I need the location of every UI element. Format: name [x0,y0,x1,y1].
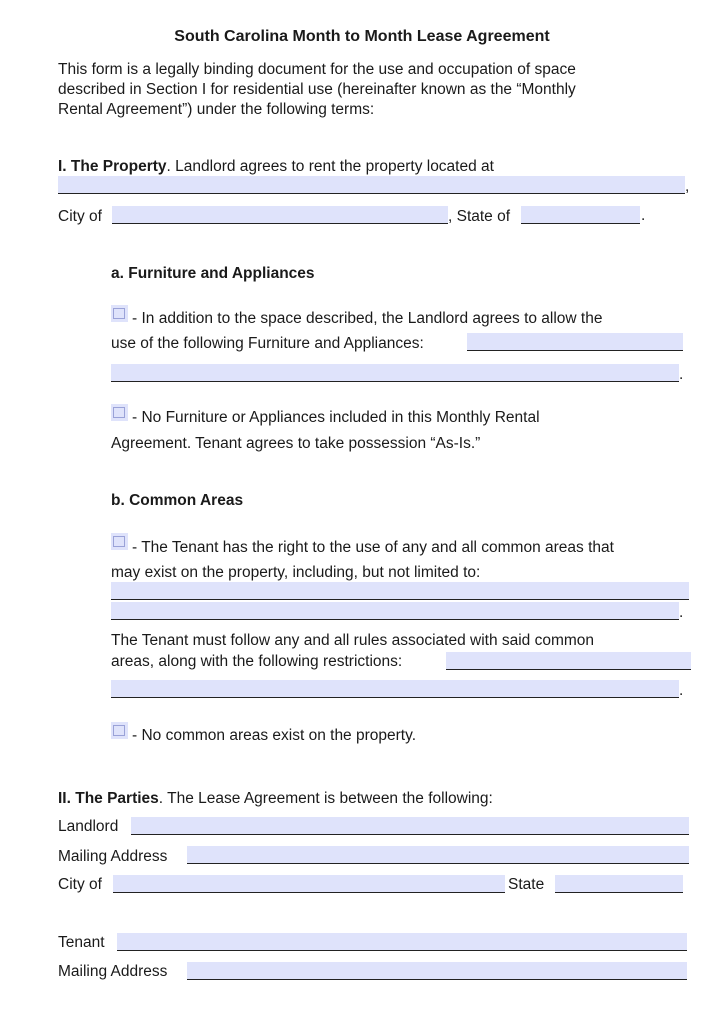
landlord-city-label: City of [58,876,102,893]
property-city-field[interactable] [112,206,448,224]
restrictions-field-2[interactable] [111,680,679,698]
common-areas-field-2[interactable] [111,602,679,620]
landlord-mailing-field[interactable] [187,846,689,864]
landlord-city-field[interactable] [113,875,505,893]
furniture-option1-line1: - In addition to the space described, the Landlord agrees to allow the [132,310,603,327]
common-areas-period: . [679,604,684,621]
parties-section [58,789,493,809]
restrictions-period: . [679,682,684,699]
common-areas-heading: b. Common Areas [111,492,244,509]
common-option1-line1: - The Tenant has the right to the use of any and all common areas that [132,539,614,556]
furniture-included-checkbox[interactable] [111,305,128,322]
property-heading: I. The Property [58,158,167,175]
landlord-mailing-label: Mailing Address [58,848,168,865]
intro-line-2: described in Section I for residential use (hereinafter known as the “Monthly [58,81,576,98]
city-label: City of [58,208,102,225]
common-areas-checkbox[interactable] [111,533,128,550]
furniture-list-field-1[interactable] [467,333,683,351]
state-label: , State of [448,208,511,225]
property-address-field[interactable] [58,176,685,194]
tenant-name-field[interactable] [117,933,687,951]
landlord-state-field[interactable] [555,875,683,893]
common-option1-line2: may exist on the property, including, but not limited to: [111,564,481,581]
common-rules-line1: The Tenant must follow any and all rules associated with said common [111,632,595,649]
state-period: . [641,207,646,224]
landlord-name-field[interactable] [131,817,689,835]
address-comma: , [685,178,690,195]
furniture-option2-line2: Agreement. Tenant agrees to take possession “As-Is.” [111,435,481,452]
no-furniture-checkbox[interactable] [111,404,128,421]
furniture-heading: a. Furniture and Appliances [111,265,315,282]
furniture-option2-line1: - No Furniture or Appliances included in this Monthly Rental [132,409,540,426]
document-title: South Carolina Month to Month Lease Agreement [174,28,550,45]
landlord-state-label: State [508,876,545,893]
intro-line-1: This form is a legally binding document for the use and occupation of space [58,61,576,78]
property-text: . Landlord agrees to rent the property located at [166,158,494,175]
furniture-option1-line2: use of the following Furniture and Appliances: [111,335,424,352]
furniture-period: . [679,366,684,383]
common-areas-field-1[interactable] [111,582,689,600]
property-section [58,157,494,177]
restrictions-field-1[interactable] [446,652,691,670]
parties-heading: II. The Parties [58,790,159,807]
property-state-field[interactable] [521,206,640,224]
no-common-areas-checkbox[interactable] [111,722,128,739]
furniture-list-field-2[interactable] [111,364,679,382]
parties-text: . The Lease Agreement is between the following: [158,790,493,807]
tenant-mailing-label: Mailing Address [58,963,168,980]
common-option2: - No common areas exist on the property. [132,727,417,744]
tenant-mailing-field[interactable] [187,962,687,980]
landlord-label: Landlord [58,818,119,835]
common-rules-line2: areas, along with the following restrictions: [111,653,403,670]
intro-line-3: Rental Agreement”) under the following terms: [58,101,375,118]
tenant-label: Tenant [58,934,105,951]
